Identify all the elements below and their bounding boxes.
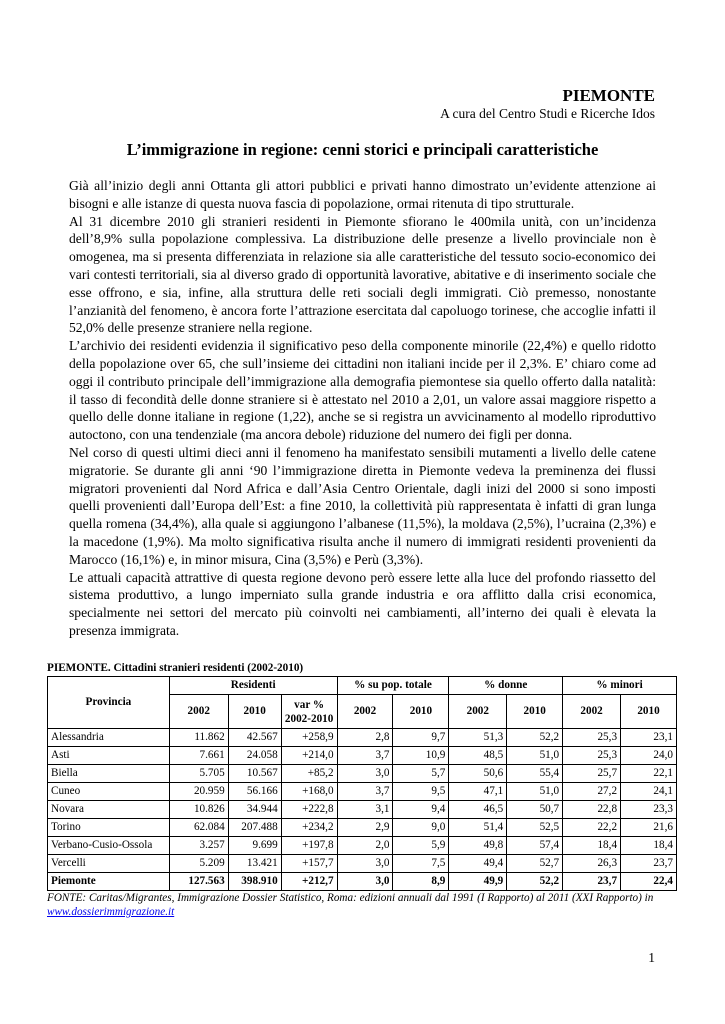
value-cell: 10.567	[228, 765, 281, 783]
article-title: L’immigrazione in regione: cenni storici e principali caratteristiche	[126, 140, 599, 159]
value-cell: 5.209	[169, 855, 228, 873]
value-cell: +197,8	[281, 837, 337, 855]
value-cell: 9,5	[393, 783, 449, 801]
header-pop: % su pop. totale	[337, 677, 449, 695]
value-cell: 51,4	[449, 819, 507, 837]
value-cell: 2,0	[337, 837, 393, 855]
curator-line: A cura del Centro Studi e Ricerche Idos	[440, 106, 655, 121]
value-cell: +258,9	[281, 729, 337, 747]
value-cell: 50,6	[449, 765, 507, 783]
value-cell: +157,7	[281, 855, 337, 873]
paragraph: Le attuali capacità attrattive di questa regione devono però essere lette alla luce del profondo riassetto del sistema produttivo, a lungo imperniato sulla grande industria e ora afflitto dalla crisi economica, specialmente nei settori del mercato più coinvolti nei cambiamenti, all’interno dei quali è elevata la presenza immigrata.	[69, 569, 656, 638]
value-cell: 3,0	[337, 873, 393, 891]
header-year-2002: 2002	[169, 695, 228, 729]
value-cell: 57,4	[507, 837, 563, 855]
source-text: FONTE: Caritas/Migrantes, Immigrazione Dossier Statistico, Roma: edizioni annuali dal 1991 (I Rapporto) al 2011 (XXI Rapporto) in	[47, 892, 654, 904]
table-row	[48, 819, 677, 837]
value-cell: 23,1	[621, 729, 677, 747]
value-cell: 51,3	[449, 729, 507, 747]
value-cell: +234,2	[281, 819, 337, 837]
province-cell: Vercelli	[48, 855, 170, 873]
value-cell: 22,2	[563, 819, 621, 837]
value-cell: 7.661	[169, 747, 228, 765]
province-cell: Asti	[48, 747, 170, 765]
value-cell: 9,0	[393, 819, 449, 837]
value-cell: 7,5	[393, 855, 449, 873]
value-cell: 23,7	[621, 855, 677, 873]
header-year-2002: 2002	[563, 695, 621, 729]
value-cell: 52,5	[507, 819, 563, 837]
value-cell: 3,0	[337, 765, 393, 783]
value-cell: 22,8	[563, 801, 621, 819]
value-cell: 62.084	[169, 819, 228, 837]
value-cell: 8,9	[393, 873, 449, 891]
header-year-2010: 2010	[228, 695, 281, 729]
header-year-2002: 2002	[449, 695, 507, 729]
province-cell: Cuneo	[48, 783, 170, 801]
value-cell: 56.166	[228, 783, 281, 801]
value-cell: 23,3	[621, 801, 677, 819]
value-cell: 25,3	[563, 729, 621, 747]
value-cell: 24,0	[621, 747, 677, 765]
value-cell: 9,4	[393, 801, 449, 819]
province-cell: Torino	[48, 819, 170, 837]
value-cell: 3,0	[337, 855, 393, 873]
table-row	[48, 837, 677, 855]
value-cell: 127.563	[169, 873, 228, 891]
value-cell: 22,4	[621, 873, 677, 891]
value-cell: +222,8	[281, 801, 337, 819]
table-header-row	[48, 677, 677, 695]
header-minori: % minori	[563, 677, 677, 695]
value-cell: 26,3	[563, 855, 621, 873]
table-caption: PIEMONTE. Cittadini stranieri residenti (2002-2010)	[47, 662, 304, 674]
province-cell: Novara	[48, 801, 170, 819]
value-cell: 20.959	[169, 783, 228, 801]
paragraph: Al 31 dicembre 2010 gli stranieri residenti in Piemonte sfiorano le 400mila unità, con un’incidenza dell’8,9% sulla popolazione complessiva. La distribuzione delle presenze a livello provinciale non è omogenea, ma si presenta differenziata in relazione sia alle caratteristiche del tessuto socio-economico dei vari contesti territoriali, sia al diverso grado di opportunità lavorative, abitative e di inserimento sociale che esse offrono, e sia, infine, alla struttura delle reti sociali degli immigrati. Ciò premesso, nonostante l’anzianità del fenomeno, è ancora forte l’attrazione esercitata dal capoluogo torinese, che accoglie infatti il 52,0% delle presenze straniere nella regione.	[69, 213, 656, 336]
value-cell: 18,4	[621, 837, 677, 855]
value-cell: 10.826	[169, 801, 228, 819]
value-cell: 42.567	[228, 729, 281, 747]
value-cell: 13.421	[228, 855, 281, 873]
value-cell: 25,7	[563, 765, 621, 783]
value-cell: 398.910	[228, 873, 281, 891]
value-cell: +214,0	[281, 747, 337, 765]
value-cell: 3.257	[169, 837, 228, 855]
source-link[interactable]: www.dossierimmigrazione.it	[47, 906, 175, 918]
province-cell: Verbano-Cusio-Ossola	[48, 837, 170, 855]
value-cell: +168,0	[281, 783, 337, 801]
value-cell: 52,2	[507, 873, 563, 891]
value-cell: +85,2	[281, 765, 337, 783]
value-cell: 18,4	[563, 837, 621, 855]
province-cell: Piemonte	[48, 873, 170, 891]
value-cell: 3,7	[337, 747, 393, 765]
paragraph: Nel corso di questi ultimi dieci anni il fenomeno ha manifestato sensibili mutamenti a livello delle catene migratorie. Se durante gli anni ‘90 l’immigrazione diretta in Piemonte vedeva la preminenza dei flussi migratori provenienti dal Nord Africa e dall’Asia Centro Orientale, dagli inizi del 2000 si sono imposti quelli provenienti dall’Europa dell’Est: a fine 2010, la collettività più rappresentata è infatti di gran lunga quella romena (34,4%), alla quale si aggiungono l’albanese (11,5%), la moldava (2,5%), l’ucraina (2,3%) e la macedone (1,9%). Ma molto significativa risulta anche il numero di immigrati residenti provenienti da Marocco (16,1%) e, in minor misura, Cina (3,5%) e Perù (3,3%).	[69, 444, 656, 567]
paragraph: L’archivio dei residenti evidenzia il significativo peso della componente minorile (22,4%) e quello ridotto della popolazione over 65, che sull’insieme dei cittadini non italiani incide per il 2,3%. E’ chiaro come ad oggi il contributo principale dell’immigrazione alla demografia piemontese sia quello offerto dalla natalità: il tasso di fecondità delle donne straniere si è attestato nel 2010 a 2,01, un valore assai maggiore rispetto a quello delle donne italiane in regione (1,22), anche se si registra un avvicinamento al modello riproduttivo autoctono, con una tendenziale (ma ancora debole) riduzione del numero dei figli per donna.	[69, 338, 656, 443]
value-cell: 10,9	[393, 747, 449, 765]
value-cell: 51,0	[507, 747, 563, 765]
value-cell: 5,9	[393, 837, 449, 855]
header-year-2010: 2010	[507, 695, 563, 729]
table-row	[48, 783, 677, 801]
page-number: 1	[648, 950, 655, 965]
value-cell: 49,8	[449, 837, 507, 855]
paragraph: Già all’inizio degli anni Ottanta gli attori pubblici e privati hanno dimostrato un’evidente attenzione ai bisogni e alle istanze di questa nuova fascia di popolazione, ormai ritenuta di tipo strutturale.	[69, 178, 656, 211]
value-cell: 52,2	[507, 729, 563, 747]
value-cell: 34.944	[228, 801, 281, 819]
residents-table	[47, 676, 677, 891]
header-year-2010: 2010	[393, 695, 449, 729]
value-cell: 24,1	[621, 783, 677, 801]
article-body	[69, 177, 656, 640]
value-cell: 22,1	[621, 765, 677, 783]
value-cell: 3,1	[337, 801, 393, 819]
value-cell: 27,2	[563, 783, 621, 801]
value-cell: 2,9	[337, 819, 393, 837]
value-cell: 47,1	[449, 783, 507, 801]
value-cell: 25,3	[563, 747, 621, 765]
province-cell: Biella	[48, 765, 170, 783]
table-total-row	[48, 873, 677, 891]
value-cell: 46,5	[449, 801, 507, 819]
header-donne: % donne	[449, 677, 563, 695]
value-cell: 55,4	[507, 765, 563, 783]
header-year-2002: 2002	[337, 695, 393, 729]
region-header: PIEMONTE	[562, 86, 655, 105]
value-cell: 3,7	[337, 783, 393, 801]
value-cell: 48,5	[449, 747, 507, 765]
province-cell: Alessandria	[48, 729, 170, 747]
value-cell: 9.699	[228, 837, 281, 855]
value-cell: 49,4	[449, 855, 507, 873]
value-cell: 49,9	[449, 873, 507, 891]
value-cell: 21,6	[621, 819, 677, 837]
header-residenti: Residenti	[169, 677, 337, 695]
value-cell: 24.058	[228, 747, 281, 765]
header-var: var % 2002-2010	[281, 695, 337, 729]
table-row	[48, 747, 677, 765]
header-year-2010: 2010	[621, 695, 677, 729]
header-provincia: Provincia	[48, 677, 170, 729]
table-row	[48, 855, 677, 873]
table-row	[48, 729, 677, 747]
value-cell: 52,7	[507, 855, 563, 873]
table-row	[48, 765, 677, 783]
value-cell: 5,7	[393, 765, 449, 783]
table-row	[48, 801, 677, 819]
value-cell: 207.488	[228, 819, 281, 837]
value-cell: 23,7	[563, 873, 621, 891]
value-cell: 2,8	[337, 729, 393, 747]
value-cell: 5.705	[169, 765, 228, 783]
value-cell: 50,7	[507, 801, 563, 819]
value-cell: 51,0	[507, 783, 563, 801]
value-cell: 11.862	[169, 729, 228, 747]
value-cell: +212,7	[281, 873, 337, 891]
source-note	[47, 891, 677, 919]
value-cell: 9,7	[393, 729, 449, 747]
